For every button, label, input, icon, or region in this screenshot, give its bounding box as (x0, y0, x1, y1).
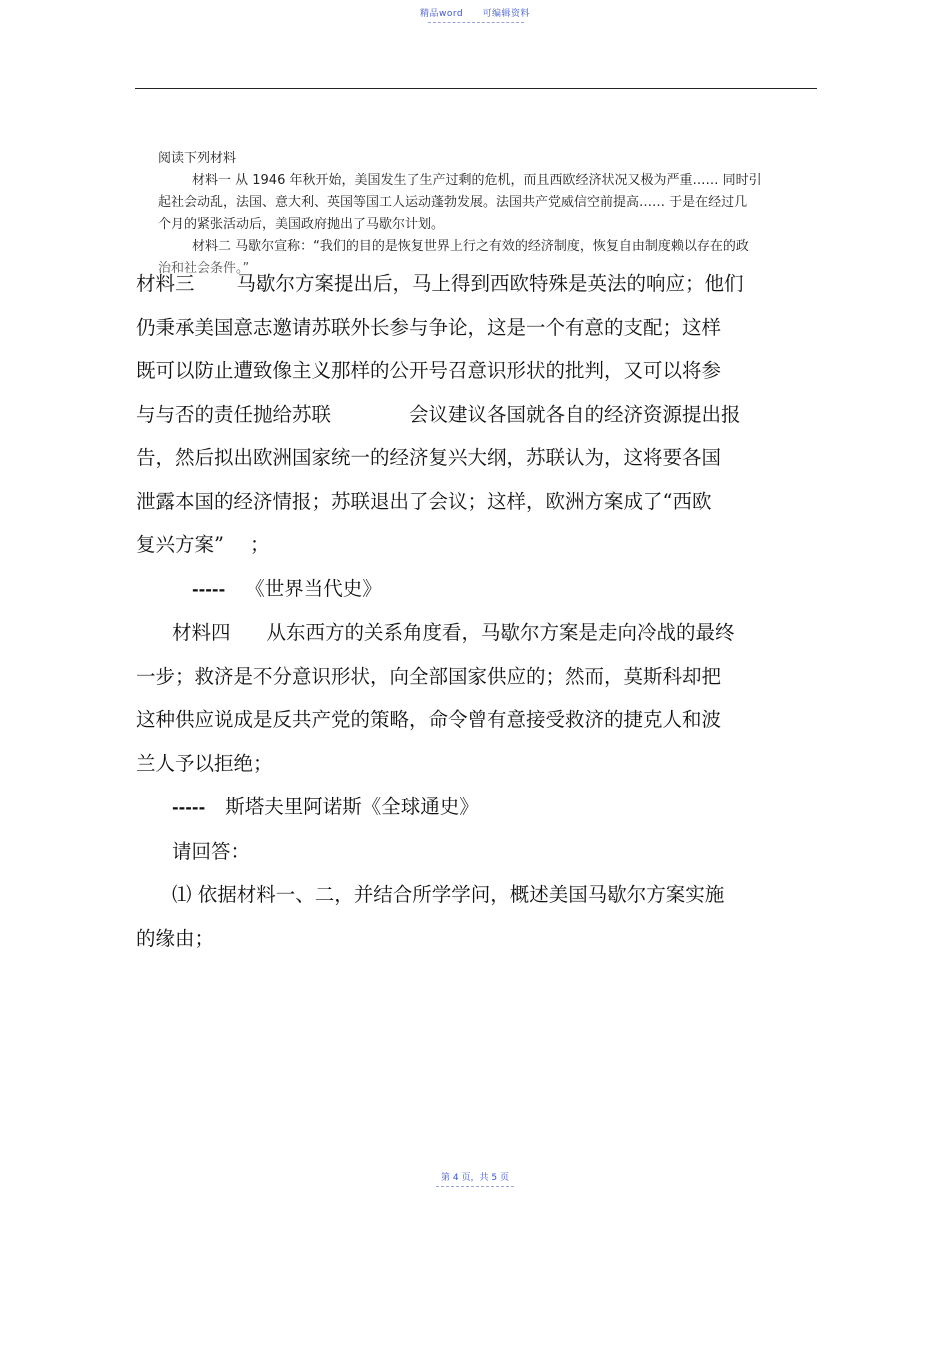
m3-source: ----- 《世界当代史》 (192, 576, 382, 600)
document-body (136, 262, 786, 960)
scanned-excerpt (158, 148, 876, 280)
scan-intro: 阅读下列材料 (158, 151, 237, 166)
header-dash (428, 22, 524, 23)
header-tag (0, 6, 950, 19)
footer-dash (436, 1186, 514, 1187)
m3-label: 材料三 (136, 272, 195, 295)
m3-line5: 告，然后拟出欧洲国家统一的经济复兴大纲，苏联认为，这将要各国 (136, 446, 722, 469)
q1-line1: ⑴ 依据材料一、二，并结合所学学问，概述美国马歇尔方案实施 (172, 883, 725, 906)
m4-line4: 兰人予以拒绝； (136, 751, 273, 775)
scan-m1-line1: 材料一 从 1946 年秋开始，美国发生了生产过剩的危机，而且西欧经济状况又极为严重…… 同时引 (192, 173, 762, 188)
scan-m1-line3: 个月的紧张活动后，美国政府抛出了马歇尔计划。 (158, 217, 445, 232)
q1-line2: 的缘由； (136, 926, 215, 950)
m4-line2: 一步；救济是不分意识形状，向全部国家供应的；然而，莫斯科却把 (136, 664, 722, 688)
scan-m2-line2: 治和社会条件。” (158, 261, 250, 276)
m3-line6: 泄露本国的经济情报；苏联退出了会议；这样，欧洲方案成了“西欧 (136, 489, 712, 513)
header-right: 可编辑资料 (482, 9, 530, 19)
m3-line4: 与与否的责任抛给苏联 会议建议各国就各自的经济资源提出报 (136, 402, 741, 426)
m4-source: ----- 斯塔夫里阿诺斯《全球通史》 (172, 795, 479, 818)
m3-line2: 仍秉承美国意志邀请苏联外长参与争论，这是一个有意的支配；这样 (136, 315, 722, 339)
page-number: 第 4 页，共 5 页 (441, 1173, 509, 1183)
header-rule (135, 88, 817, 89)
m3-line7: 复兴方案” ； (136, 533, 270, 556)
ask-line: 请回答： (172, 839, 251, 863)
m4-line3: 这种供应说成是反共产党的策略，命令曾有意接受救济的捷克人和波 (136, 708, 722, 731)
header-left: 精品word (419, 9, 464, 19)
scan-m2-line1: 材料二 马歇尔宣称：“我们的目的是恢复世界上行之有效的经济制度，恢复自由制度赖以存在的政 (192, 239, 749, 254)
m4-line1: 材料四 从东西方的关系角度看，马歇尔方案是走向冷战的最终 (172, 621, 735, 644)
m3-line1: 材料三 马歇尔方案提出后，马上得到西欧特殊是英法的响应；他们 (136, 272, 744, 295)
m4-label: 材料四 (172, 621, 231, 644)
scan-m1-line2: 起社会动乱，法国、意大利、英国等国工人运动蓬勃发展。法国共产党威信空前提高…… 于是在经过几 (158, 195, 748, 210)
m3-line3: 既可以防止遭致像主义那样的公开号召意识形状的批判，又可以将参 (136, 359, 722, 382)
